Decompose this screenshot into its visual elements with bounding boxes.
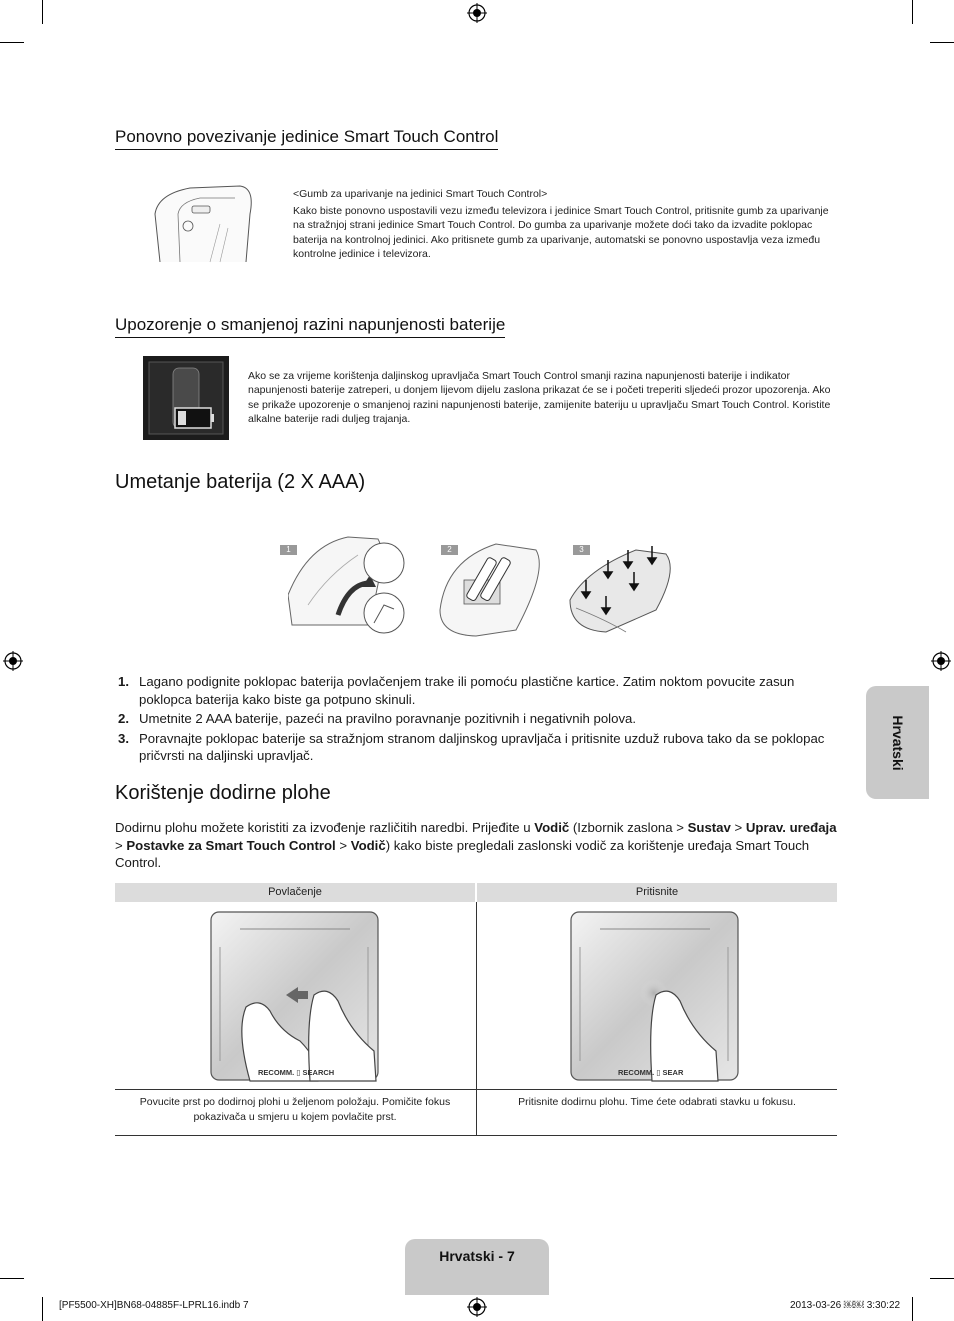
step-text: Poravnajte poklopac baterije sa stražnjom stranom daljinskog upravljača i pritisnite uzduž rubova tako da se poklopac pričvrsti na daljinski upravljač. xyxy=(139,730,825,763)
intro-bold: Vodič xyxy=(350,837,386,853)
list-item xyxy=(115,730,840,765)
battery-step2-illustration xyxy=(436,540,548,640)
footer-file-info: [PF5500-XH]BN68-04885F-LPRL16.indb 7 xyxy=(59,1300,249,1311)
language-side-tab xyxy=(866,686,929,799)
touchpad-drag-label: RECOMM. ▯ SEARCH xyxy=(258,1068,335,1077)
table-caption-drag: Povucite prst po dodirnoj plohi u željenom položaju. Pomičite fokus pokazivača u smjeru u kojem povlačite prst. xyxy=(139,1096,451,1123)
crop-mark xyxy=(0,1278,24,1279)
intro-bold: Postavke za Smart Touch Control xyxy=(126,837,336,853)
crop-mark xyxy=(0,42,24,43)
heading-reconnect: Ponovno povezivanje jedinice Smart Touch Control xyxy=(115,127,498,150)
registration-mark-icon xyxy=(467,1297,487,1317)
page-number: Hrvatski - 7 xyxy=(439,1248,515,1264)
intro-text: > xyxy=(730,820,746,835)
crop-mark xyxy=(912,0,913,24)
battery-step1-illustration xyxy=(288,535,408,635)
reconnect-text: Kako biste ponovno uspostavili vezu između televizora i jedinice Smart Touch Control, pritisnite gumb za uparivanje na stražnjoj strani jedinice Smart Touch Control. Do gumba za uparivanje možete doći tako da izvadite poklopac baterija na kontrolnoj jedinici. Ako pritisnete gumb za uparivanje, automatski se ponovno uspostavlja veza između kontrolne jedinice i televizora. xyxy=(293,205,829,260)
battery-step3-illustration xyxy=(566,540,678,640)
low-battery-warning-illustration xyxy=(143,356,229,440)
page-number-tab xyxy=(405,1239,549,1295)
crop-mark xyxy=(930,42,954,43)
table-header-press: Pritisnite xyxy=(477,883,837,902)
crop-mark xyxy=(912,1297,913,1321)
table-header-drag: Povlačenje xyxy=(115,883,475,902)
table-divider xyxy=(115,1135,837,1136)
intro-bold: Sustav xyxy=(687,820,731,835)
table-divider xyxy=(115,1089,837,1090)
intro-text: > xyxy=(115,837,127,853)
reconnect-caption: <Gumb za uparivanje na jedinici Smart Touch Control> xyxy=(293,188,548,200)
list-item xyxy=(115,710,840,728)
remote-pairing-button-illustration xyxy=(150,184,260,264)
heading-insert-batteries: Umetanje baterija (2 X AAA) xyxy=(115,471,366,493)
intro-text: ) kako biste pregledali zaslonski vodič za korištenje uređaja Smart Touch Control. xyxy=(115,837,810,870)
touchpad-press-illustration xyxy=(570,911,740,1083)
table-caption-press: Pritisnite dodirnu plohu. Time ćete odabrati stavku u fokusu. xyxy=(518,1096,796,1108)
intro-text: (Izbornik zaslona > xyxy=(569,820,688,835)
heading-battery-warning: Upozorenje o smanjenoj razini napunjenosti baterije xyxy=(115,315,505,338)
table-divider xyxy=(476,902,477,1136)
intro-text: Dodirnu plohu možete koristiti za izvođenje različitih naredbi. Prijeđite u xyxy=(115,820,535,835)
crop-mark xyxy=(42,0,43,24)
battery-steps-list xyxy=(115,673,840,767)
side-tab-label: Hrvatski xyxy=(889,714,906,771)
intro-bold: Uprav. uređaja xyxy=(745,820,837,835)
step-number: 3. xyxy=(118,730,129,746)
registration-mark-icon xyxy=(467,3,487,23)
battery-warning-text: Ako se za vrijeme korištenja daljinskog upravljača Smart Touch Control smanji razina napunjenosti baterije i indikator napunjenosti baterije zatreperi, u donjem lijevom dijelu zaslona prikazat će se i početi treperiti sljedeći prozor upozorenja. Ako se prikaže upozorenje o smanjenoj razini napunjenosti baterije, zamijenite bateriju u upravljaču Smart Touch Control. Koristite alkalne baterije radi duljeg trajanja. xyxy=(248,370,831,425)
registration-mark-icon xyxy=(3,651,23,671)
footer-timestamp: 2013-03-26 ￼￼ 3:30:22 xyxy=(790,1300,901,1311)
figure-label: 3 xyxy=(573,545,590,555)
heading-touchpad: Korištenje dodirne plohe xyxy=(115,782,331,804)
touchpad-drag-illustration xyxy=(210,911,380,1083)
step-number: 2. xyxy=(118,711,129,726)
step-text: Lagano podignite poklopac baterija povlačenjem trake ili pomoću plastične kartice. Zatim noktom povucite zasun poklopca baterija kako biste ga potpuno skinuli. xyxy=(139,674,795,707)
touchpad-intro xyxy=(115,819,840,872)
list-item xyxy=(115,673,840,708)
touchpad-press-label: RECOMM. ▯ SEAR xyxy=(618,1068,684,1077)
step-number: 1. xyxy=(118,674,129,689)
registration-mark-icon xyxy=(931,651,951,671)
crop-mark xyxy=(42,1297,43,1321)
crop-mark xyxy=(930,1278,954,1279)
step-text: Umetnite 2 AAA baterije, pazeći na pravilno poravnanje pozitivnih i negativnih polova. xyxy=(139,711,637,726)
intro-text: > xyxy=(335,837,351,853)
figure-label: 2 xyxy=(441,545,458,555)
figure-label: 1 xyxy=(280,545,297,555)
intro-bold: Vodič xyxy=(534,820,570,835)
